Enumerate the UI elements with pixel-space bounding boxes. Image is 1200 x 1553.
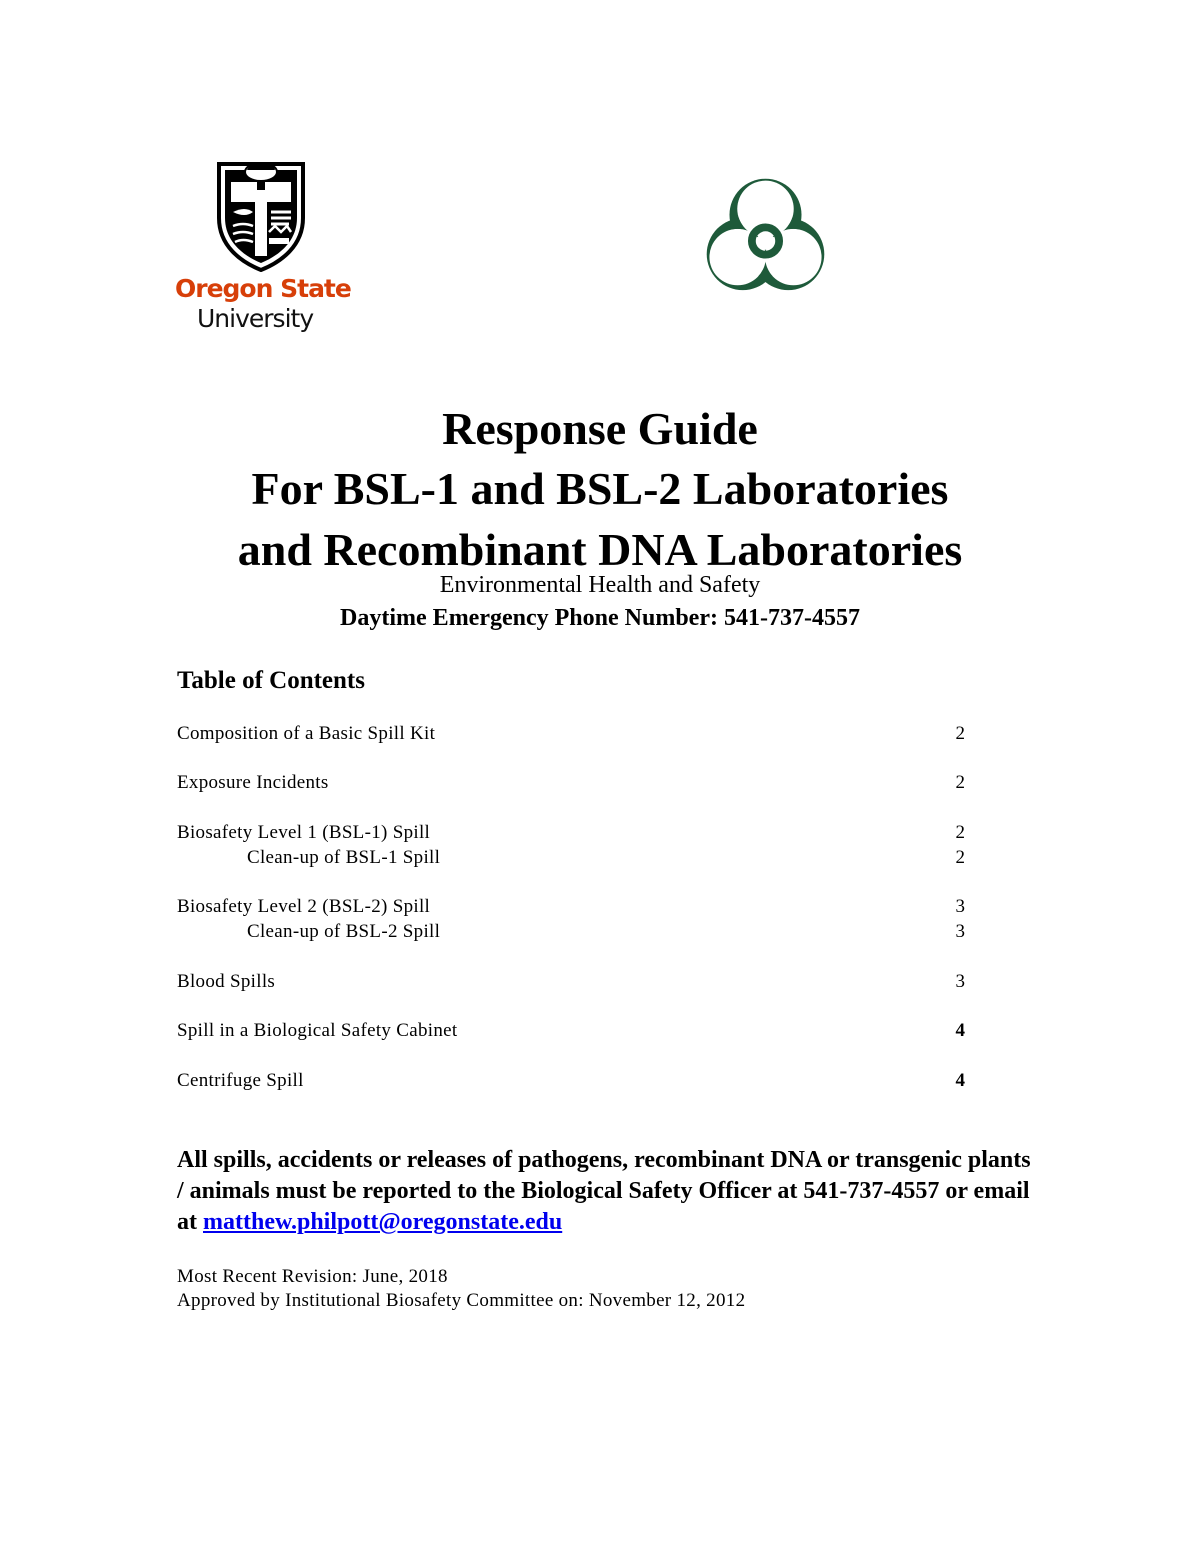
toc-item-page: 4 xyxy=(955,1020,965,1041)
toc-item-page: 3 xyxy=(955,921,965,942)
revision-date: Most Recent Revision: June, 2018 xyxy=(177,1266,448,1287)
bso-email-link[interactable]: matthew.philpott@oregonstate.edu xyxy=(203,1209,563,1235)
toc-item-bsl1-spill[interactable] xyxy=(177,823,965,845)
toc-item-centrifuge-spill[interactable] xyxy=(177,1071,965,1093)
toc-item-bsl1-cleanup[interactable] xyxy=(177,848,965,870)
toc-item-page: 2 xyxy=(955,772,965,793)
revision-info xyxy=(177,1265,745,1313)
toc-item-label: Biosafety Level 2 (BSL-2) Spill xyxy=(177,896,431,917)
toc-item-label: Biosafety Level 1 (BSL-1) Spill xyxy=(177,822,431,843)
approval-date: Approved by Institutional Biosafety Committee on: November 12, 2012 xyxy=(177,1290,746,1311)
emergency-phone-number: 541-737-4557 xyxy=(723,605,860,631)
biohazard-icon xyxy=(668,168,863,314)
toc-item-label: Composition of a Basic Spill Kit xyxy=(177,723,436,744)
department-name: Environmental Health and Safety xyxy=(439,572,761,598)
toc-item-page: 2 xyxy=(955,723,965,744)
title-line-3: and Recombinant DNA Laboratories xyxy=(237,524,963,575)
osu-wordmark-university: University xyxy=(197,304,314,333)
osu-shield-icon xyxy=(215,160,307,272)
toc-item-bsl2-cleanup[interactable] xyxy=(177,922,965,944)
title-line-1: Response Guide xyxy=(442,403,758,454)
osu-logo xyxy=(175,160,350,340)
toc-item-page: 3 xyxy=(955,971,965,992)
toc-item-page: 3 xyxy=(955,896,965,917)
toc-item-label: Spill in a Biological Safety Cabinet xyxy=(177,1020,458,1041)
emergency-phone-label: Daytime Emergency Phone Number: xyxy=(340,605,724,631)
toc-item-blood-spills[interactable] xyxy=(177,972,965,994)
title-line-2: For BSL-1 and BSL-2 Laboratories xyxy=(251,463,949,514)
toc-item-bsl2-spill[interactable] xyxy=(177,897,965,919)
toc-heading: Table of Contents xyxy=(177,667,365,694)
toc-item-label: Clean-up of BSL-1 Spill xyxy=(247,847,441,868)
reporting-notice-text: All spills, accidents or releases of pathogens, recombinant DNA or transgenic plants / animals must be reported to the Biological Safety Officer at 541-737-4557 or email at xyxy=(177,1147,1031,1235)
osu-wordmark-oregon-state: Oregon State xyxy=(175,274,351,303)
toc-item-spill-kit[interactable] xyxy=(177,724,965,746)
toc-item-page: 2 xyxy=(955,822,965,843)
reporting-notice xyxy=(177,1145,1037,1238)
toc-item-exposure-incidents[interactable] xyxy=(177,773,965,795)
toc-item-label: Centrifuge Spill xyxy=(177,1070,304,1091)
toc-item-bsc-spill[interactable] xyxy=(177,1021,965,1043)
toc-item-page: 2 xyxy=(955,847,965,868)
toc-item-label: Clean-up of BSL-2 Spill xyxy=(247,921,441,942)
toc-item-page: 4 xyxy=(955,1070,965,1091)
toc-item-label: Exposure Incidents xyxy=(177,772,329,793)
emergency-phone-line xyxy=(0,605,1200,632)
toc-item-label: Blood Spills xyxy=(177,971,276,992)
